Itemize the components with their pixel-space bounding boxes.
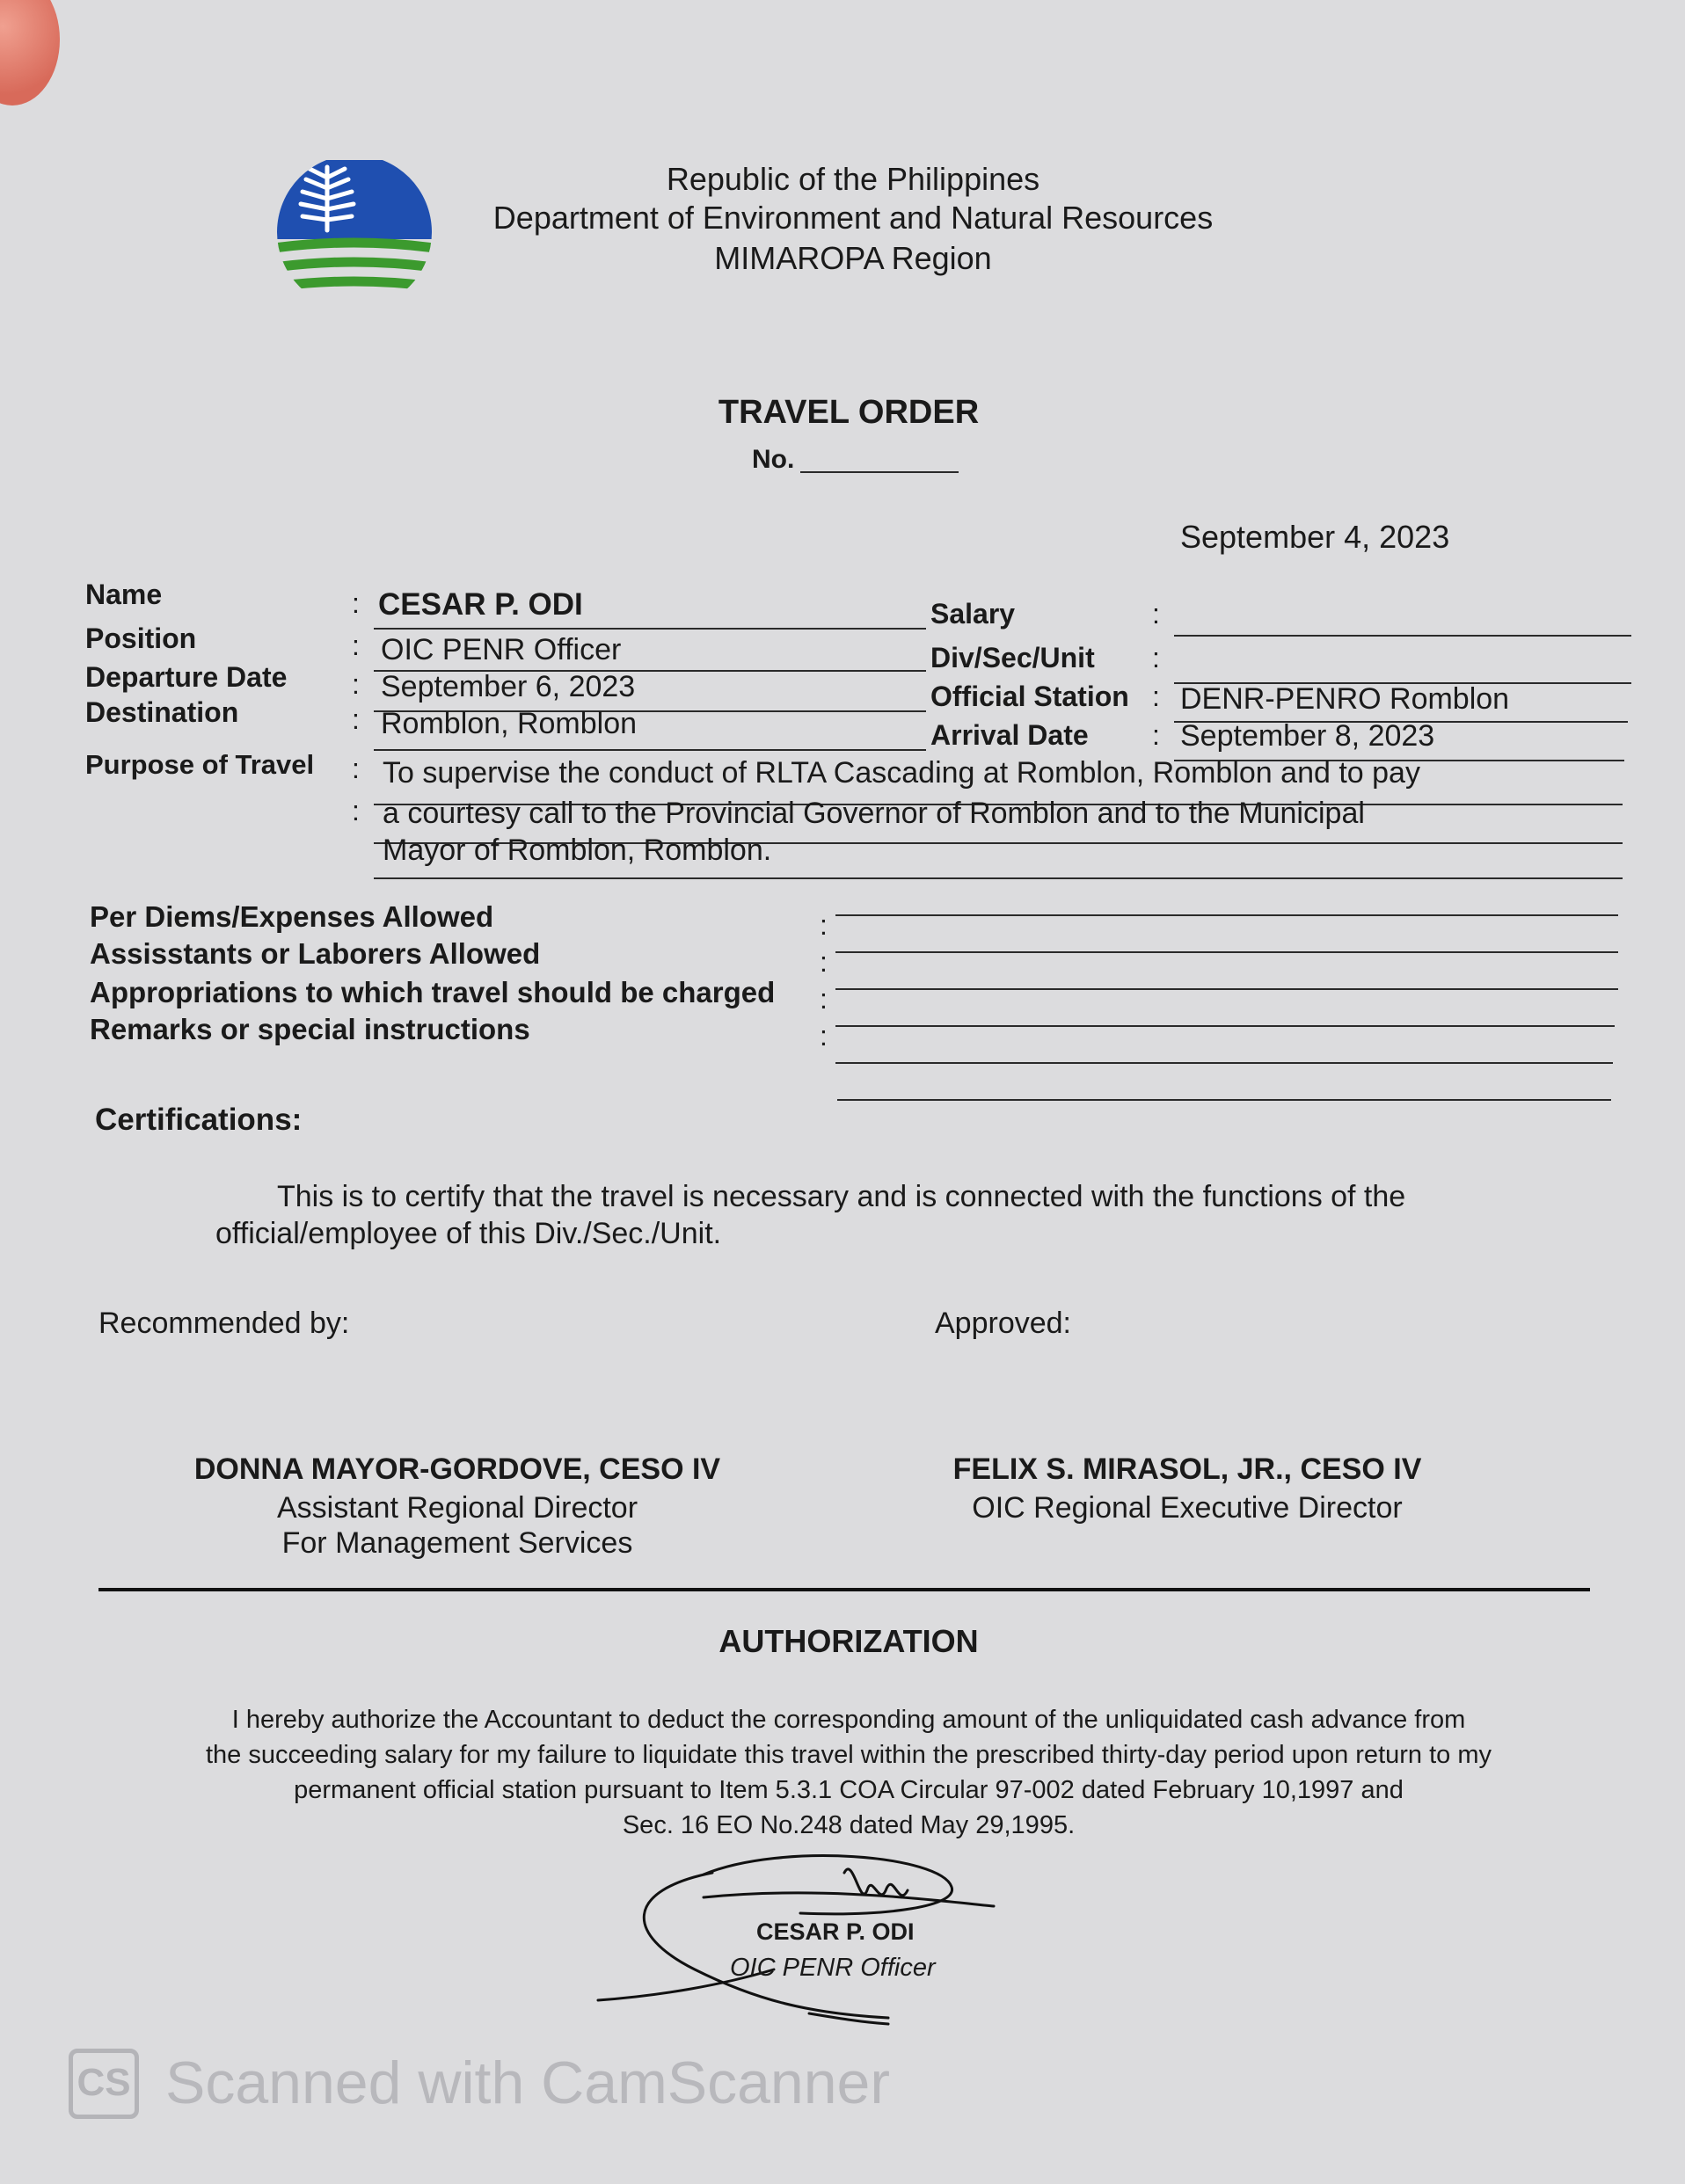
- divsec-colon: :: [1152, 642, 1160, 673]
- appropriations-colon: :: [820, 983, 828, 1015]
- appropriations-line: [835, 988, 1618, 990]
- per-diems-line: [835, 914, 1618, 916]
- camscanner-watermark: Scanned with CamScanner: [165, 2049, 891, 2116]
- name-value: CESAR P. ODI: [378, 587, 583, 622]
- authorization-line-1: I hereby authorize the Accountant to deduct the corresponding amount of the unliquidated cash advance from: [231, 1706, 1466, 1734]
- assistants-colon: :: [820, 946, 828, 978]
- purpose-colon-2: :: [352, 795, 360, 826]
- purpose-line-3: Mayor of Romblon, Romblon.: [383, 834, 772, 867]
- purpose-colon-1: :: [352, 753, 360, 784]
- authorization-heading: AUTHORIZATION: [718, 1623, 979, 1659]
- arrival-colon: :: [1152, 719, 1160, 751]
- approver-name: FELIX S. MIRASOL, JR., CESO IV: [952, 1452, 1422, 1486]
- section-divider: [98, 1588, 1590, 1591]
- remarks-line-2: [835, 1062, 1613, 1064]
- order-date: September 4, 2023: [1180, 519, 1450, 555]
- name-underline: [374, 628, 926, 630]
- destination-label: Destination: [85, 696, 239, 728]
- purpose-underline-3: [374, 877, 1623, 879]
- approved-label: Approved:: [935, 1307, 1071, 1340]
- station-colon: :: [1152, 681, 1160, 712]
- salary-label: Salary: [930, 598, 1016, 630]
- departure-value: September 6, 2023: [381, 670, 636, 703]
- certification-line-1: This is to certify that the travel is necessary and is connected with the functions of the: [277, 1180, 1406, 1213]
- arrival-label: Arrival Date: [930, 719, 1089, 751]
- destination-underline: [374, 749, 926, 751]
- remarks-label: Remarks or special instructions: [90, 1013, 530, 1045]
- purpose-line-2: a courtesy call to the Provincial Governor of Romblon and to the Municipal: [383, 797, 1365, 830]
- authorization-signer-title: OIC PENR Officer: [730, 1954, 936, 1982]
- recommender-title-2: For Management Services: [281, 1526, 633, 1560]
- station-value: DENR-PENRO Romblon: [1180, 682, 1510, 716]
- position-label: Position: [85, 622, 197, 654]
- camscanner-logo-icon: CS: [69, 2049, 139, 2119]
- denr-logo: [274, 160, 434, 305]
- certifications-heading: Certifications:: [95, 1103, 303, 1137]
- order-no-label: No.: [752, 445, 795, 474]
- purpose-line-1: To supervise the conduct of RLTA Cascading at Romblon, Romblon and to pay: [383, 756, 1420, 790]
- header-republic: Republic of the Philippines: [666, 161, 1040, 197]
- assistants-label: Assisstants or Laborers Allowed: [90, 937, 541, 970]
- salary-underline: [1174, 635, 1631, 637]
- appropriations-label: Appropriations to which travel should be charged: [90, 976, 776, 1008]
- document-title: TRAVEL ORDER: [718, 394, 980, 431]
- per-diems-label: Per Diems/Expenses Allowed: [90, 900, 494, 933]
- authorization-line-4: Sec. 16 EO No.248 dated May 29,1995.: [622, 1811, 1076, 1839]
- authorization-line-3: permanent official station pursuant to Item 5.3.1 COA Circular 97-002 dated February 10,1997 and: [294, 1776, 1404, 1804]
- departure-colon: :: [352, 668, 360, 700]
- name-colon: :: [352, 587, 360, 619]
- destination-colon: :: [352, 703, 360, 735]
- remarks-colon: :: [820, 1020, 828, 1052]
- finger-edge: [0, 0, 60, 106]
- per-diems-colon: :: [820, 909, 828, 941]
- arrival-value: September 8, 2023: [1180, 719, 1435, 753]
- header-department: Department of Environment and Natural Resources: [492, 200, 1214, 236]
- approver-title: OIC Regional Executive Director: [972, 1491, 1403, 1525]
- destination-value: Romblon, Romblon: [381, 707, 638, 740]
- authorization-line-2: the succeeding salary for my failure to liquidate this travel within the prescribed thirty-day period upon return to my: [206, 1741, 1492, 1769]
- recommended-label: Recommended by:: [98, 1307, 350, 1340]
- recommender-name: DONNA MAYOR-GORDOVE, CESO IV: [193, 1452, 721, 1486]
- remarks-line-3: [837, 1099, 1611, 1101]
- assistants-line: [835, 951, 1618, 953]
- salary-colon: :: [1152, 598, 1160, 630]
- order-no-line: [800, 471, 959, 473]
- station-label: Official Station: [930, 681, 1129, 712]
- recommender-title: Assistant Regional Director: [276, 1491, 638, 1525]
- remarks-line: [835, 1025, 1615, 1027]
- name-label: Name: [85, 579, 163, 610]
- purpose-label: Purpose of Travel: [85, 749, 315, 780]
- position-colon: :: [352, 630, 360, 661]
- certification-line-2: official/employee of this Div./Sec./Unit.: [215, 1217, 722, 1250]
- authorization-signer-name: CESAR P. ODI: [756, 1918, 915, 1945]
- header-region: MIMAROPA Region: [714, 240, 992, 276]
- position-value: OIC PENR Officer: [381, 633, 622, 666]
- departure-label: Departure Date: [85, 661, 288, 693]
- divsec-label: Div/Sec/Unit: [930, 642, 1095, 673]
